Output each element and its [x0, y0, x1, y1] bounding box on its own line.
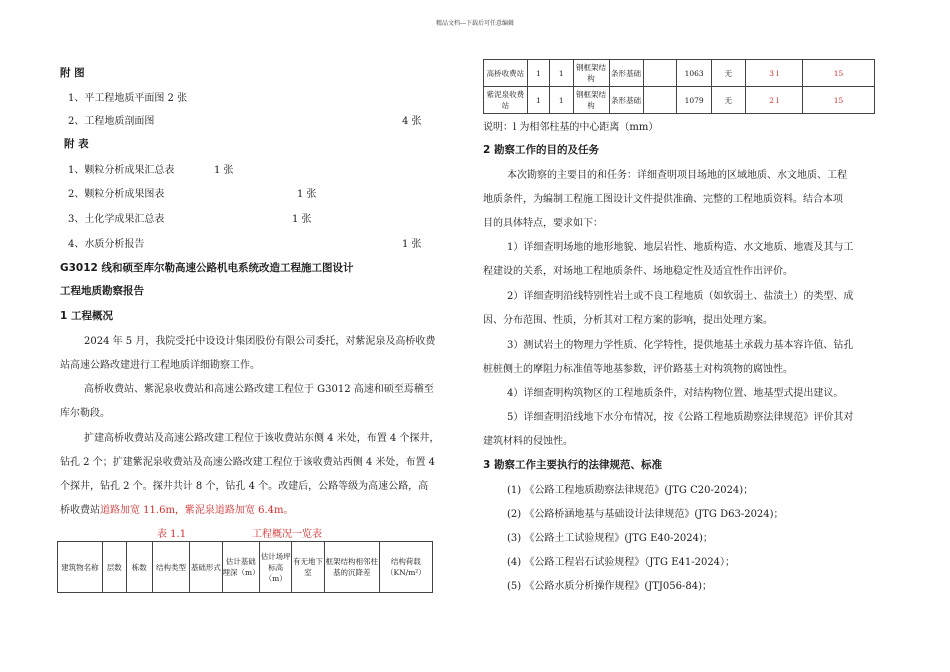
appendix-figure-1: 1、平工程地质平面图 2 张 — [68, 93, 188, 104]
appendix-table-2: 2、颗粒分析成果图表 — [68, 189, 165, 200]
overview-table-header — [57, 541, 433, 593]
col-building-name: 建筑物名称 — [58, 542, 103, 593]
para2-line-2: 库尔勒段。 — [60, 408, 110, 419]
table-note: 说明：l 为相邻柱基的中心距离（mm） — [483, 122, 659, 133]
page-header-watermark: 精品文档---下载后可任意编辑 — [435, 20, 515, 27]
appendix-table-1-count: 1 张 — [214, 165, 234, 176]
overview-table-body — [483, 59, 875, 114]
appendix-figure-2-count: 4 张 — [402, 116, 422, 127]
appendix-figure-2: 2、工程地质剖面图 — [68, 116, 155, 127]
section-3-title: 3 勘察工作主要执行的法律规范、标准 — [483, 459, 662, 471]
para3-line-3: 个探井，钻孔 2 个。探井共计 8 个，钻孔 4 个。改建后，公路等级为高速公路，高 — [60, 481, 429, 492]
appendix-table-1: 1、颗粒分析成果汇总表 — [68, 165, 175, 176]
cell-floors: 1 — [527, 87, 549, 114]
appendix-figures-title: 附 图 — [60, 67, 85, 79]
cell-elevation: 1079 — [677, 87, 711, 114]
sec2-intro-line-2: 地质条件，为编制工程施工图设计文件提供准确、完整的工程地质资料。结合本项 — [483, 194, 843, 205]
col-foundation: 基础形式 — [190, 542, 222, 593]
appendix-tables-title: 附 表 — [64, 138, 89, 150]
cell-settlement: 3 l — [745, 60, 802, 87]
cell-structure: 钢框架结构 — [573, 87, 609, 114]
standard-item: (5) 《公路水质分析操作规程》(JTJ056-84)； — [507, 581, 713, 592]
para3-line-4-black: 桥收费站 — [60, 505, 100, 516]
para3-line-4-red: 道路加宽 11.6m，紫泥泉道路加宽 6.4m。 — [100, 505, 294, 516]
cell-count: 1 — [550, 60, 573, 87]
col-load: 结构荷载（KN/m²） — [379, 542, 432, 593]
sec2-intro-line-3: 目的具体特点，要求如下： — [483, 218, 603, 229]
sec2-intro-line-1: 本次勘察的主要目的和任务：详细查明项目场地的区域地质、水文地质、工程 — [507, 170, 847, 181]
sec2-item-2-line-1: 2）详细查明沿线特别性岩土或不良工程地质（如软弱土、盐渍土）的类型、成 — [507, 291, 854, 302]
cell-depth — [643, 60, 677, 87]
cell-count: 1 — [550, 87, 573, 114]
standard-item: (2) 《公路桥涵地基与基础设计法律规范》(JTG D63-2024)； — [507, 509, 784, 520]
sec2-item-1-line-2: 程建设的关系，对场地工程地质条件、场地稳定性及适宜性作出评价。 — [483, 266, 793, 277]
standard-item: (4) 《公路工程岩石试验规程》（JTG E41-2024）； — [507, 557, 736, 568]
col-elevation: 估计场坪标高（m） — [260, 542, 292, 593]
document-title-line-2: 工程地质勘察报告 — [60, 285, 144, 297]
sec2-item-3-line-1: 3）测试岩土的物理力学性质、化学特性，提供地基土承载力基本容许值、钻孔 — [507, 340, 854, 351]
cell-basement: 无 — [711, 60, 745, 87]
section-2-title: 2 勘察工作的目的及任务 — [483, 144, 599, 156]
cell-load: 15 — [803, 87, 875, 114]
col-count: 栋数 — [126, 542, 152, 593]
appendix-table-4-count: 1 张 — [402, 239, 422, 250]
cell-name: 高桥收费站 — [484, 60, 528, 87]
sec2-item-5-line-2: 建筑材料的侵蚀性。 — [483, 436, 573, 447]
para3-line-1: 扩建高桥收费站及高速公路改建工程位于该收费站东侧 4 米处，布置 4 个探井， — [84, 433, 440, 444]
col-structure: 结构类型 — [152, 542, 190, 593]
section-1-title: 1 工程概况 — [60, 310, 113, 322]
table-row — [484, 87, 875, 114]
cell-depth — [643, 87, 677, 114]
col-depth: 估计基础埋深（m） — [222, 542, 260, 593]
para3-line-2: 钻孔 2 个；扩建紫泥泉收费站及高速公路改建工程位于该收费站西侧 4 米处，布置 4 — [60, 457, 435, 468]
table-row — [484, 60, 875, 87]
table-caption-number: 表 1.1 — [157, 529, 187, 540]
cell-structure: 钢框架结构 — [573, 60, 609, 87]
cell-settlement: 2 l — [745, 87, 802, 114]
col-basement: 有无地下室 — [292, 542, 324, 593]
cell-basement: 无 — [711, 87, 745, 114]
col-settlement: 框架结构相邻柱基的沉降差 — [324, 542, 379, 593]
standard-item: (3) 《公路土工试验规程》(JTG E40-2024)； — [507, 533, 713, 544]
col-floors: 层数 — [102, 542, 126, 593]
para1-line-2: 站高速公路改建进行工程地质详细勘察工作。 — [60, 360, 260, 371]
para3-line-4 — [60, 501, 294, 516]
appendix-table-4: 4、水质分析报告 — [68, 239, 145, 250]
sec2-item-2-line-2: 因、分布范围、性质，分析其对工程方案的影响，提出处理方案。 — [483, 315, 773, 326]
cell-foundation: 条形基础 — [609, 87, 643, 114]
standard-item: (1) 《公路工程地质勘察法律规范》(JTG C20-2024)； — [507, 485, 754, 496]
cell-elevation: 1063 — [677, 60, 711, 87]
document-title-line-1: G3012 线和硕至库尔勒高速公路机电系统改造工程施工图设计 — [60, 262, 354, 274]
sec2-item-1-line-1: 1）详细查明场地的地形地貌、地层岩性、地质构造、水文地质、地震及其与工 — [507, 242, 854, 253]
appendix-table-3: 3、土化学成果汇总表 — [68, 214, 165, 225]
para1-line-1: 2024 年 5 月，我院受托中设设计集团股份有限公司委托，对紫泥泉及高桥收费 — [84, 336, 436, 347]
appendix-table-3-count: 1 张 — [292, 214, 312, 225]
para2-line-1: 高桥收费站、紫泥泉收费站和高速公路改建工程位于 G3012 高速和硕至焉稽至 — [84, 384, 434, 395]
cell-floors: 1 — [527, 60, 549, 87]
sec2-item-4-line-1: 4）详细查明构筑物区的工程地质条件，对结构物位置、地基型式提出建议。 — [507, 388, 844, 399]
sec2-item-3-line-2: 桩桩侧土的摩阻力标准值等地基参数，评价路基土对构筑物的腐蚀性。 — [483, 364, 793, 375]
cell-foundation: 条形基础 — [609, 60, 643, 87]
table-caption-title: 工程概况一览表 — [252, 529, 322, 540]
cell-name: 紫泥泉收费站 — [484, 87, 528, 114]
sec2-item-5-line-1: 5）详细查明沿线地下水分布情况，按《公路工程地质勘察法律规范》评价其对 — [507, 412, 854, 423]
appendix-table-2-count: 1 张 — [297, 189, 317, 200]
cell-load: 15 — [803, 60, 875, 87]
